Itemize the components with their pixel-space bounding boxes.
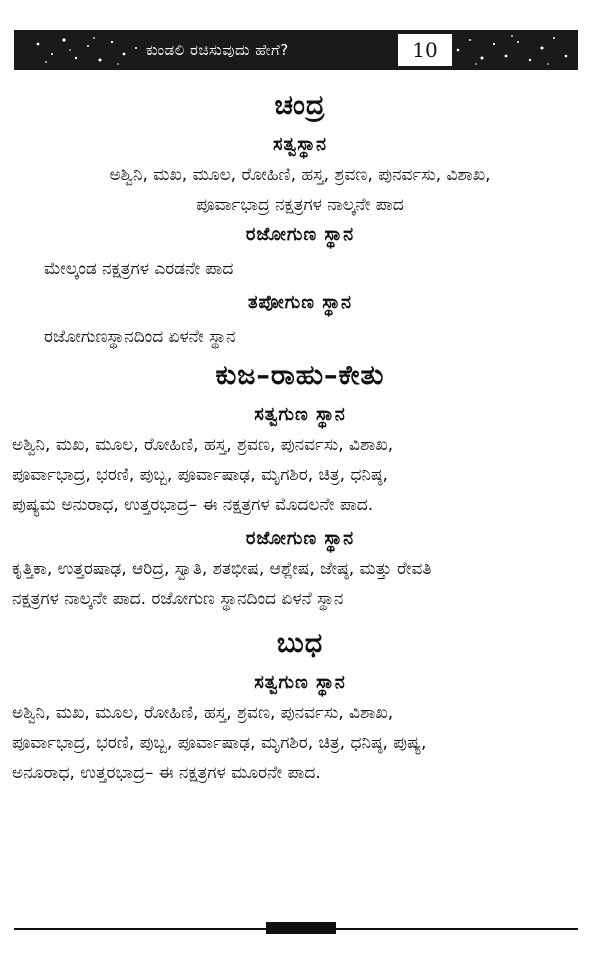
sub-title: ಸತ್ವಗುಣ ಸ್ಥಾನ [254, 404, 346, 425]
body-line: ಪುಷ್ಯಮ ಅನುರಾಧ, ಉತ್ತರಭಾದ್ರ– ಈ ನಕ್ಷತ್ರಗಳ ಮೊದಲನೇ ಪಾದ. [12, 495, 374, 515]
body-line: ನಕ್ಷತ್ರಗಳ ನಾಲ್ಕನೇ ಪಾದ. ರಜೋಗುಣ ಸ್ಥಾನದಿಂದ ಏಳನೆ ಸ್ಥಾನ [12, 589, 344, 609]
running-header [14, 30, 578, 70]
sub-title: ಸತ್ವಸ್ಥಾನ [272, 134, 328, 155]
page-content [0, 86, 600, 788]
body-line: ರಜೋಗುಣಸ್ಥಾನದಿಂದ ಏಳನೇ ಸ್ಥಾನ [44, 327, 236, 347]
section-title: ಚಂದ್ರ [274, 90, 326, 121]
body-line: ಅಶ್ವಿನಿ, ಮಖ, ಮೂಲ, ರೋಹಿಣಿ, ಹಸ್ತ, ಶ್ರವಣ, ಪುನರ್ವಸು, ವಿಶಾಖ, [12, 435, 394, 455]
body-line: ಅನೂರಾಧ, ಉತ್ತರಭಾದ್ರ– ಈ ನಕ್ಷತ್ರಗಳ ಮೂರನೇ ಪಾದ. [12, 763, 321, 783]
sub-title: ತಪೋಗುಣ ಸ್ಥಾನ [247, 292, 353, 313]
section-title: ಕುಜ–ರಾಹು–ಕೇತು [215, 360, 385, 391]
sparkle-decoration-left [14, 30, 146, 70]
body-line: ಪೂರ್ವಾಭಾದ್ರ, ಭರಣಿ, ಪುಬ್ಬ, ಪೂರ್ವಾಷಾಢ, ಮೃಗಶಿರ, ಚಿತ್ರ, ಧನಿಷ್ಠ, ಪುಷ್ಯ, [12, 733, 427, 753]
running-title: ಕುಂಡಲಿ ರಚಿಸುವುದು ಹೇಗೆ? [146, 41, 289, 59]
sub-title: ಸತ್ವಗುಣ ಸ್ಥಾನ [254, 672, 346, 693]
body-line: ಪೂರ್ವಾಭಾದ್ರ ನಕ್ಷತ್ರಗಳ ನಾಲ್ಕನೇ ಪಾದ [196, 195, 404, 215]
footer-ornament [266, 922, 336, 934]
body-line: ಅಶ್ವಿನಿ, ಮಖ, ಮೂಲ, ರೋಹಿಣಿ, ಹಸ್ತ, ಶ್ರವಣ, ಪುನರ್ವಸು, ವಿಶಾಖ, [12, 703, 394, 723]
sub-title: ರಜೋಗುಣ ಸ್ಥಾನ [245, 528, 355, 549]
sub-title: ರಜೋಗುಣ ಸ್ಥಾನ [245, 224, 355, 245]
body-line: ಕೃತ್ತಿಕಾ, ಉತ್ತರಷಾಢ, ಆರಿದ್ರ, ಸ್ವಾತಿ, ಶತಭೀಷ, ಆಶ್ಲೇಷ, ಜೇಷ್ಠ, ಮತ್ತು ರೇವತಿ [12, 559, 432, 579]
section-title: ಬುಧ [276, 628, 324, 659]
page-number: 10 [396, 32, 454, 68]
body-line: ಅಶ್ವಿನಿ, ಮಖ, ಮೂಲ, ರೋಹಿಣಿ, ಹಸ್ತ, ಶ್ರವಣ, ಪುನರ್ವಸು, ವಿಶಾಖ, [109, 165, 491, 185]
sparkle-decoration-right [448, 30, 578, 70]
body-line: ಮೇಲ್ಕಂಡ ನಕ್ಷತ್ರಗಳ ಎರಡನೇ ಪಾದ [44, 259, 234, 279]
body-line: ಪೂರ್ವಾಭಾದ್ರ, ಭರಣಿ, ಪುಬ್ಬ, ಪೂರ್ವಾಷಾಢ, ಮೃಗಶಿರ, ಚಿತ್ರ, ಧನಿಷ್ಠ, [12, 465, 388, 485]
